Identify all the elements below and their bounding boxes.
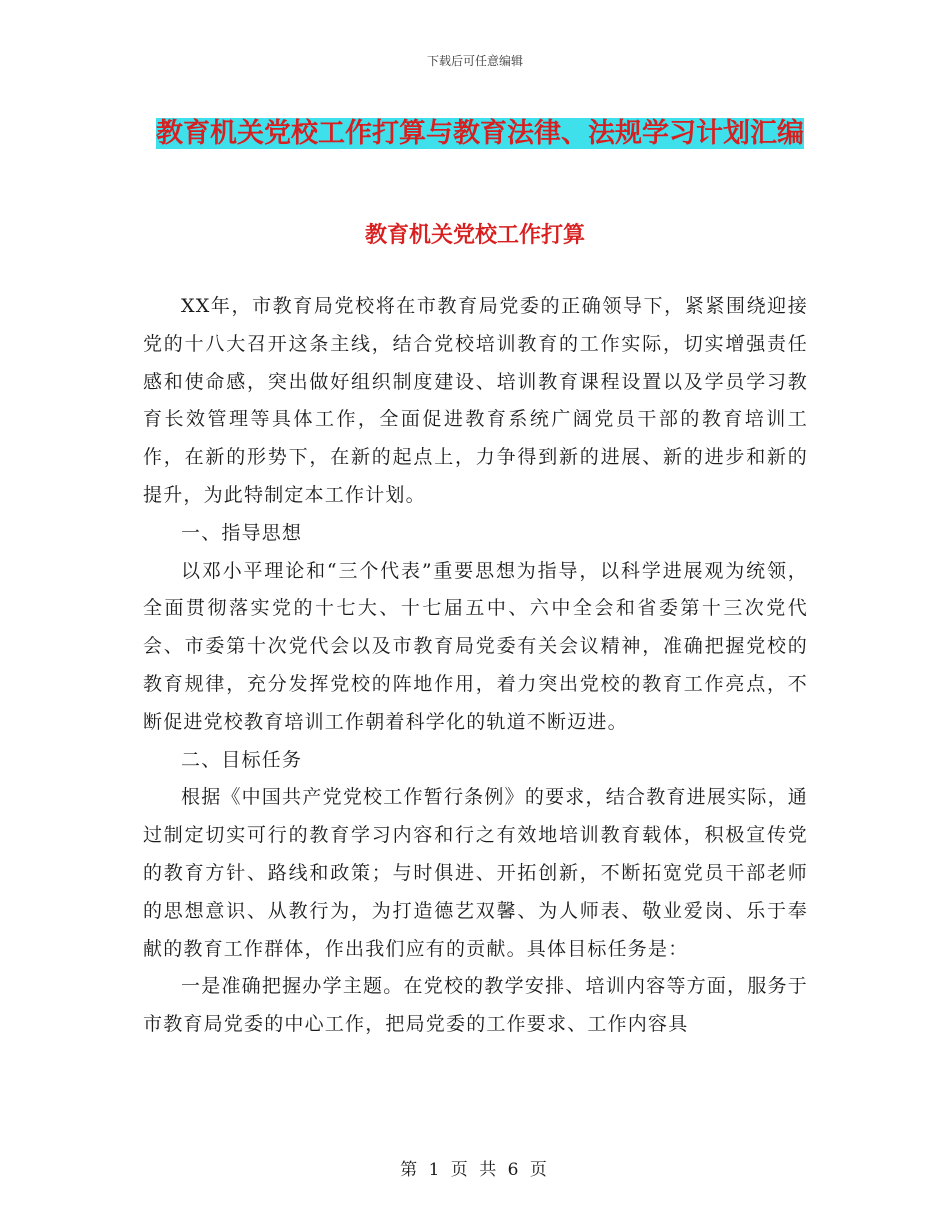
section-title: 教育机关党校工作打算 bbox=[364, 222, 585, 248]
heading-goals-tasks: 二、目标任务 bbox=[181, 748, 303, 771]
paragraph-intro: XX年，市教育局党校将在市教育局党委的正确领导下，紧紧围绕迎接党的十八大召开这条主线，结合党校培训教育的工作实际，切实增强责任感和使命感，突出做好组织制度建设、培训教育课程设置以及学员学习教育长效管理等具体工作，全面促进教育系统广阔党员干部的教育培训工作，在新的形势下，在新的起点上，力争得到新的进展、新的进步和新的提升，为此特制定本工作计划。 bbox=[143, 295, 808, 506]
page-number: 第 1 页 共 6 页 bbox=[400, 1160, 550, 1180]
header-note: 下载后可任意编辑 bbox=[426, 54, 523, 68]
paragraph-guiding-ideology: 以邓小平理论和“三个代表”重要思想为指导，以科学进展观为统领，全面贯彻落实党的十七大、十七届五中、六中全会和省委第十三次党代会、市委第十次党代会以及市教育局党委有关会议精神，准确把握党校的教育规律，充分发挥党校的阵地作用，着力突出党校的教育工作亮点，不断促进党校教育培训工作朝着科学化的轨道不断迈进。 bbox=[143, 559, 808, 733]
document-body bbox=[143, 288, 808, 1044]
paragraph-goals-tasks: 根据《中国共产党党校工作暂行条例》的要求，结合教育进展实际，通过制定切实可行的教育学习内容和行之有效地培训教育载体，积极宣传党的教育方针、路线和政策；与时俱进、开拓创新，不断拓宽党员干部老师的思想意识、从教行为，为打造德艺双馨、为人师表、敬业爱岗、乐于奉献的教育工作群体，作出我们应有的贡献。具体目标任务是： bbox=[143, 786, 808, 960]
document-title-text: 教育机关党校工作打算与教育法律、法规学习计划汇编 bbox=[156, 118, 804, 149]
heading-guiding-ideology: 一、指导思想 bbox=[181, 521, 303, 544]
paragraph-first-task: 一是准确把握办学主题。在党校的教学安排、培训内容等方面，服务于市教育局党委的中心工作，把局党委的工作要求、工作内容具 bbox=[143, 975, 808, 1036]
document-title bbox=[140, 108, 820, 160]
